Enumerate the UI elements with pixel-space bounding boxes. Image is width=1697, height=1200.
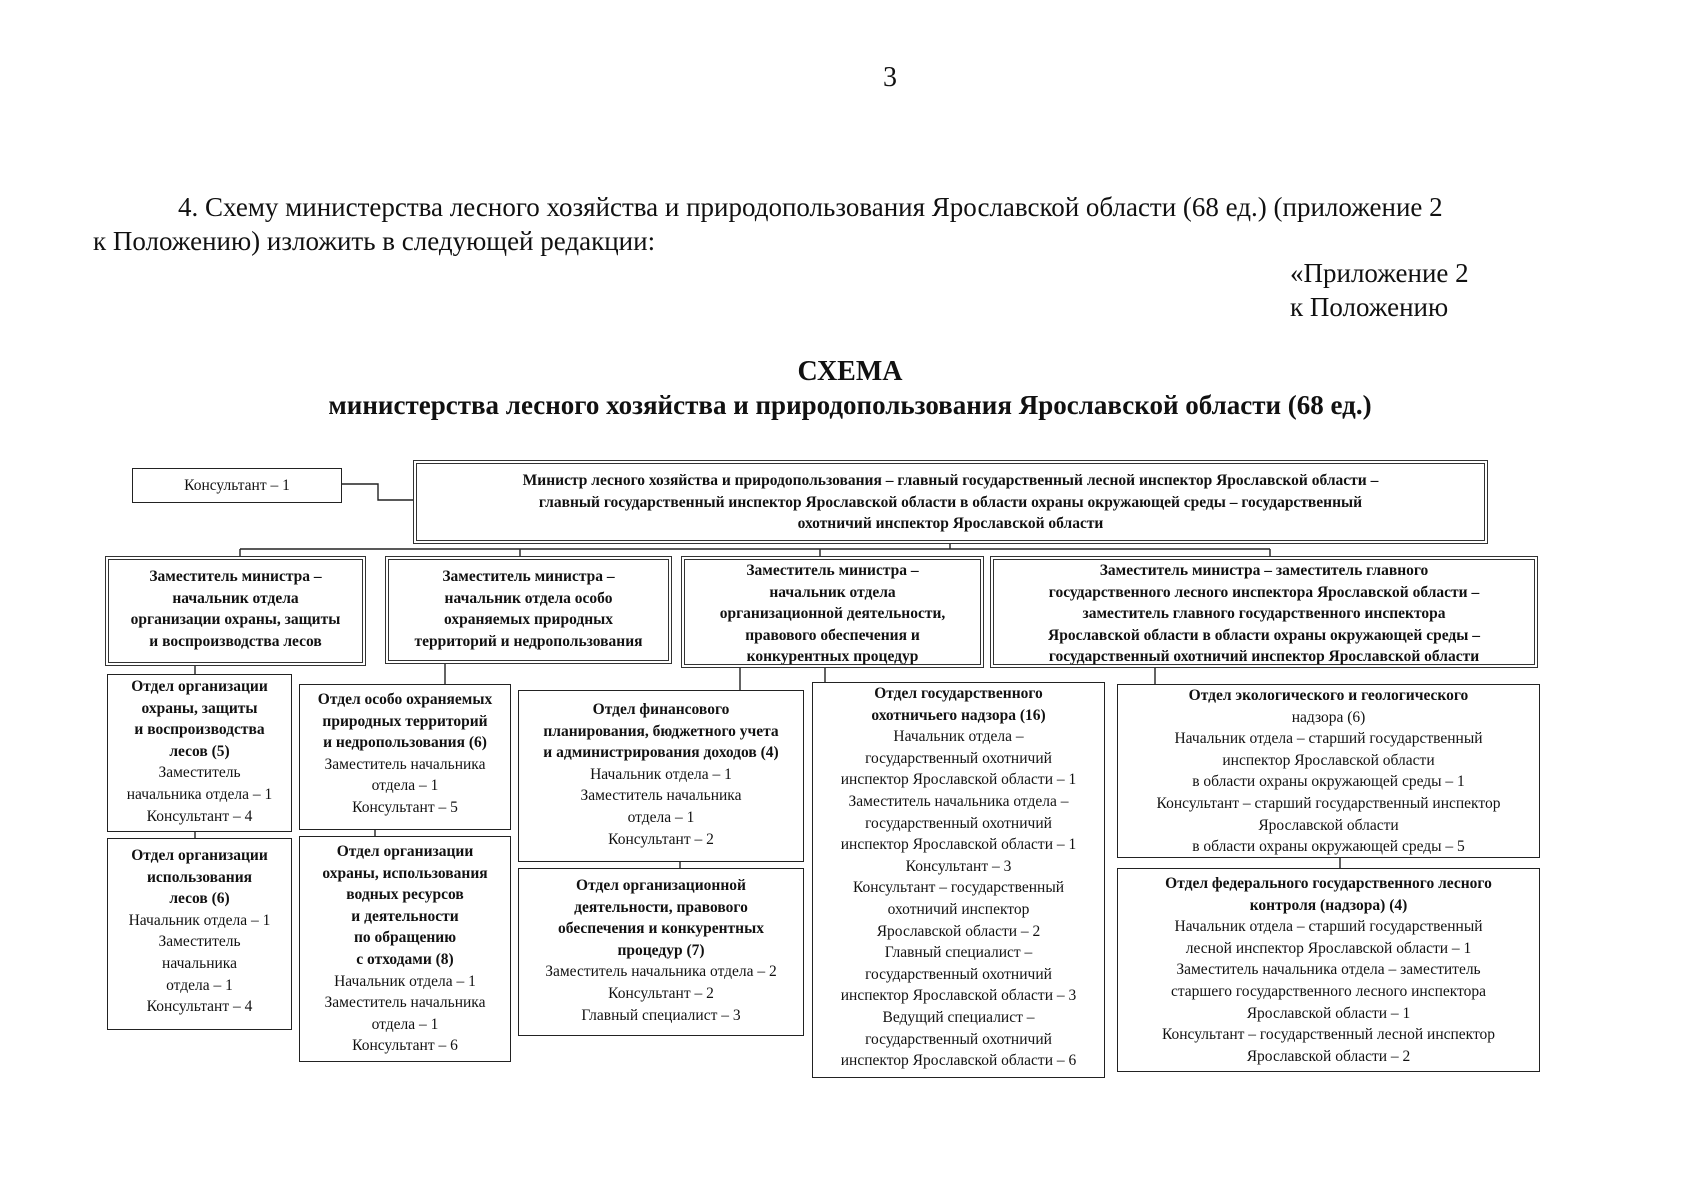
department-title-line: Отдел организации [336, 843, 474, 860]
department-financial-planning [518, 690, 804, 862]
department-staff-line: Консультант – государственный лесной инспектор [1161, 1026, 1496, 1044]
department-federal-forest-control [1117, 868, 1540, 1072]
department-title-line: с отходами (8) [356, 950, 454, 968]
department-title-line: охраны, использования [322, 864, 488, 882]
minister-box [413, 460, 1488, 544]
department-title-line: Отдел федерального государственного лесного [1165, 875, 1492, 892]
deputy-line: Ярославской области в области охраны окружающей среды – [1048, 626, 1480, 644]
department-staff-line: инспектор Ярославской области – 1 [840, 771, 1077, 789]
department-title-line: водных ресурсов [346, 886, 464, 904]
department-title-line: Отдел финансового [592, 701, 730, 718]
department-staff-line: Консультант – старший государственный инспектор [1156, 794, 1501, 812]
department-staff-line: Ярославской области – 2 [1246, 1047, 1411, 1065]
deputy-box-organizational [681, 556, 984, 668]
department-staff-line: отдела – 1 [627, 808, 695, 826]
department-staff-line: Ярославской области – 2 [876, 922, 1041, 940]
department-staff-line: государственный охотничий [865, 814, 1052, 832]
department-staff-line: Начальник отдела – 1 [128, 911, 271, 929]
deputy-line: государственного лесного инспектора Ярославской области – [1048, 583, 1480, 601]
deputy-line: правового обеспечения и [745, 626, 920, 644]
department-staff-line: Консультант – государственный [852, 879, 1065, 897]
consultant-box [132, 468, 342, 503]
department-staff-line: инспектор Ярославской области – 6 [840, 1052, 1077, 1070]
department-staff-line: Консультант – 2 [608, 984, 714, 1002]
department-staff-line: старшего государственного лесного инспектора [1170, 982, 1487, 1000]
department-staff-line: Ярославской области [1258, 816, 1399, 834]
department-title-line: и воспроизводства [134, 721, 265, 739]
department-staff-line: отдела – 1 [166, 976, 233, 994]
department-title-line: Отдел государственного [874, 685, 1043, 702]
department-title-line: контроля (надзора) (4) [1249, 896, 1408, 914]
deputy-line: организационной деятельности, [719, 605, 946, 623]
department-staff-line: инспектор Ярославской области [1222, 751, 1435, 769]
department-title-line: охотничьего надзора (16) [871, 706, 1046, 724]
deputy-line: охраняемых природных [444, 611, 613, 629]
department-staff-line: лесной инспектор Ярославской области – 1 [1185, 939, 1472, 957]
department-staff-line: Заместитель [158, 933, 241, 951]
department-title-line: использования [146, 868, 253, 886]
department-title-line: по обращению [353, 929, 457, 947]
department-protected-territories [299, 684, 511, 830]
department-staff-line: Главный специалист – [884, 944, 1033, 962]
department-title-line: Отдел организации [131, 678, 268, 695]
appendix-line-2: к Положению [1290, 292, 1449, 322]
deputy-line: начальник отдела [769, 583, 896, 601]
department-title-line: лесов (5) [169, 742, 230, 760]
deputy-line: государственный охотничий инспектор Ярославской области [1048, 648, 1480, 666]
deputy-line: Заместитель министра – [746, 562, 919, 579]
department-title-line: деятельности, правового [574, 898, 748, 916]
schema-title: СХЕМА [797, 356, 903, 387]
deputy-line: территорий и недропользования [414, 632, 643, 650]
department-staff-line: Начальник отдела – старший государственный [1174, 918, 1483, 936]
minister-line: главный государственный инспектор Ярославской области в области охраны окружающей среды – государственный [538, 493, 1363, 511]
deputy-line: организации охраны, защиты [130, 611, 341, 629]
department-staff-line: инспектор Ярославской области – 1 [840, 836, 1077, 854]
department-staff-line: отдела – 1 [371, 777, 439, 795]
department-organizational-legal [518, 868, 804, 1036]
department-title-line: природных территорий [322, 712, 488, 730]
department-staff-line: Начальник отдела – старший государственный [1174, 730, 1483, 748]
appendix-line-1: «Приложение 2 [1290, 258, 1469, 288]
department-staff-line: Начальник отдела – [893, 728, 1024, 746]
deputy-box-chief-inspector [990, 556, 1538, 668]
department-title-line: и недропользования (6) [323, 734, 487, 752]
department-title-line: и деятельности [351, 907, 459, 925]
minister-line: охотничий инспектор Ярославской области [797, 515, 1104, 533]
department-title-line: лесов (6) [169, 890, 230, 908]
department-staff-line: Консультант – 3 [905, 857, 1012, 875]
department-staff-line: Заместитель начальника отдела – заместитель [1176, 961, 1481, 979]
department-staff-line: государственный охотничий [865, 1030, 1052, 1048]
department-title-line: процедур (7) [617, 941, 705, 959]
deputy-box-protected-territories [385, 556, 672, 664]
minister-line: Министр лесного хозяйства и природопользования – главный государственный лесной инспектор Ярославской области – [522, 472, 1379, 489]
consultant-text: Консультант – 1 [184, 476, 290, 494]
department-title-line: Отдел экологического и геологического [1188, 687, 1469, 704]
deputy-line: начальник отдела особо [444, 589, 613, 607]
department-staff-line: охотничий инспектор [887, 900, 1030, 918]
department-staff-line: начальника [162, 954, 237, 972]
department-staff-line: отдела – 1 [371, 1015, 439, 1033]
department-title-line: охраны, защиты [141, 699, 258, 717]
deputy-box-forest-protection [105, 556, 366, 666]
department-staff-line: Заместитель начальника отдела – [848, 792, 1069, 810]
paragraph-line-1: 4. Схему министерства лесного хозяйства и природопользования Ярославской области (68 ед.) (приложение 2 [178, 192, 1443, 222]
department-staff-line: Начальник отдела – 1 [334, 972, 476, 990]
department-staff-line: Заместитель начальника [580, 787, 742, 805]
department-staff-line: Заместитель начальника отдела – 2 [545, 963, 777, 981]
deputy-line: начальник отдела [172, 589, 299, 607]
department-staff-line: в области охраны окружающей среды – 5 [1192, 838, 1465, 856]
department-staff-line: Начальник отдела – 1 [590, 765, 732, 783]
department-staff-line: инспектор Ярославской области – 3 [840, 987, 1077, 1005]
deputy-line: заместитель главного государственного инспектора [1082, 605, 1446, 623]
department-staff-line: в области охраны окружающей среды – 1 [1192, 773, 1465, 791]
department-staff-line: государственный охотничий [865, 965, 1052, 983]
department-staff-line: Консультант – 4 [146, 998, 253, 1016]
department-forest-use [107, 838, 292, 1030]
department-title-line: обеспечения и конкурентных [558, 920, 764, 938]
department-ecological-geological [1117, 684, 1540, 858]
department-staff-line: Ведущий специалист – [882, 1008, 1035, 1026]
department-staff-line: Главный специалист – 3 [581, 1006, 741, 1024]
department-water-resources [299, 836, 511, 1062]
department-title-line: Отдел организации [131, 847, 268, 864]
department-staff-line: государственный охотничий [865, 749, 1052, 767]
department-staff-line: Заместитель начальника [324, 755, 486, 773]
department-staff-line: надзора (6) [1291, 708, 1366, 726]
department-staff-line: Консультант – 2 [608, 830, 714, 848]
page-number: 3 [883, 62, 897, 93]
deputy-line: Заместитель министра – [149, 568, 322, 585]
department-title-line: и администрирования доходов (4) [543, 744, 779, 762]
department-staff-line: Заместитель начальника [324, 994, 486, 1012]
department-title-line: Отдел организационной [576, 877, 746, 894]
deputy-line: и воспроизводства лесов [149, 632, 322, 650]
schema-subtitle: министерства лесного хозяйства и природопользования Ярославской области (68 ед.) [328, 390, 1372, 420]
deputy-line: Заместитель министра – заместитель главного [1099, 562, 1429, 579]
deputy-line: Заместитель министра – [442, 568, 615, 585]
department-staff-line: Консультант – 4 [146, 807, 253, 825]
department-forest-protection [107, 674, 292, 832]
department-hunting-supervision [812, 682, 1105, 1078]
department-title-line: планирования, бюджетного учета [543, 722, 779, 740]
paragraph-line-2: к Положению) изложить в следующей редакции: [93, 226, 656, 256]
consultant-connector [342, 484, 413, 500]
department-staff-line: Консультант – 6 [352, 1037, 458, 1055]
department-staff-line: Ярославской области – 1 [1246, 1004, 1411, 1022]
deputy-line: конкурентных процедур [746, 648, 919, 666]
department-staff-line: Заместитель [158, 764, 241, 782]
department-title-line: Отдел особо охраняемых [317, 691, 493, 708]
department-staff-line: начальника отдела – 1 [126, 785, 273, 803]
department-staff-line: Консультант – 5 [352, 798, 458, 816]
